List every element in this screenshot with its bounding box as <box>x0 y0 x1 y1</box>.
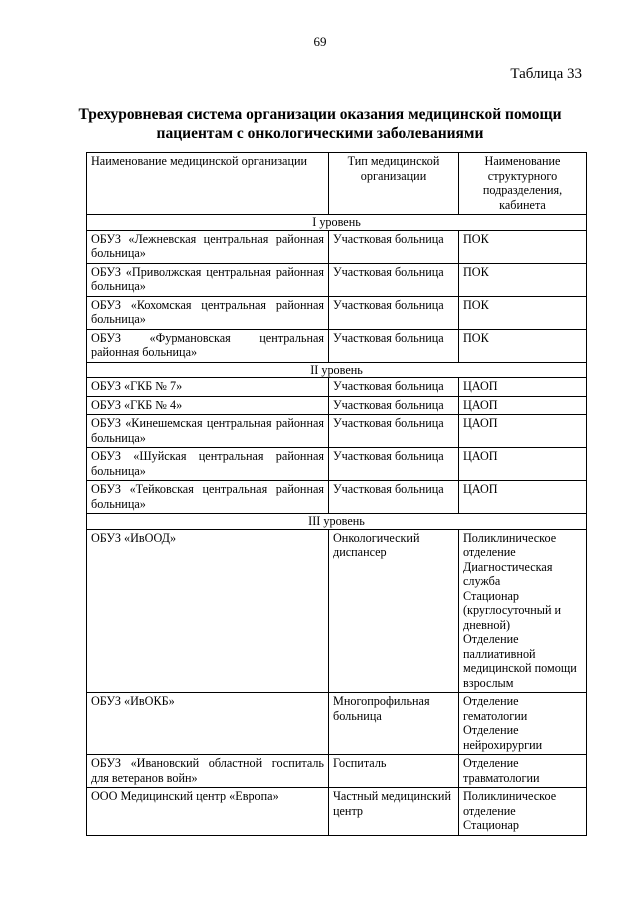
dept-cell <box>459 448 587 481</box>
dept-item: Стационар <box>463 818 520 832</box>
org-type-cell: Участковая больница <box>329 263 459 296</box>
dept-cell <box>459 693 587 755</box>
header-row <box>87 153 587 215</box>
table-row <box>87 448 587 481</box>
dept-item: Поликлиническое отделение <box>463 789 557 818</box>
org-type-cell: Участковая больница <box>329 415 459 448</box>
table-row <box>87 481 587 514</box>
dept-item: Поликлиническое отделение <box>463 530 557 559</box>
oncology-care-table <box>86 152 587 836</box>
dept-item: ЦАОП <box>463 449 498 463</box>
table-row <box>87 693 587 755</box>
dept-item: ЦАОП <box>463 397 498 412</box>
dept-item: Отделение травматологии <box>463 756 540 785</box>
table-label: Таблица 33 <box>510 66 582 82</box>
dept-cell <box>459 378 587 397</box>
org-name-cell: ОБУЗ «Приволжская центральная районная больница» <box>87 263 329 296</box>
dept-item: ЦАОП <box>463 379 498 393</box>
org-type-cell: Госпиталь <box>329 755 459 788</box>
org-name-cell: ОБУЗ «ГКБ № 4» <box>87 396 329 415</box>
org-name-cell: ОБУЗ «ГКБ № 7» <box>87 378 329 397</box>
org-type-cell: Многопрофильная больница <box>329 693 459 755</box>
dept-cell <box>459 529 587 693</box>
table-row <box>87 396 587 415</box>
dept-cell <box>459 396 587 415</box>
dept-item: Диагностическая служба <box>463 559 553 588</box>
dept-cell <box>459 481 587 514</box>
dept-cell <box>459 415 587 448</box>
header-org: Наименование медицинской организации <box>87 153 329 215</box>
table-row <box>87 329 587 362</box>
org-type-cell: Участковая больница <box>329 230 459 263</box>
dept-item: Стационар (круглосуточный и дневной) <box>463 588 562 632</box>
dept-item: ПОК <box>463 231 489 246</box>
table-row <box>87 529 587 693</box>
dept-item: Отделение нейрохирургии <box>463 723 543 752</box>
header-type: Тип медицинской организации <box>329 153 459 215</box>
dept-cell <box>459 263 587 296</box>
dept-item: Отделение паллиативной медицинской помощи взрослым <box>463 632 577 690</box>
page-number: 69 <box>313 34 327 49</box>
org-type-cell: Участковая больница <box>329 378 459 397</box>
table-row <box>87 296 587 329</box>
org-name-cell: ОБУЗ «Лежневская центральная районная больница» <box>87 230 329 263</box>
org-name-cell: ОБУЗ «Кохомская центральная районная больница» <box>87 296 329 329</box>
level-row <box>87 215 587 231</box>
dept-item: ПОК <box>463 297 489 312</box>
dept-item: ЦАОП <box>463 482 498 496</box>
dept-cell <box>459 755 587 788</box>
org-name-cell: ОБУЗ «Кинешемская центральная районная больница» <box>87 415 329 448</box>
table-row <box>87 755 587 788</box>
dept-cell <box>459 230 587 263</box>
org-name-cell: ОБУЗ «Фурмановская центральная районная больница» <box>87 329 329 362</box>
dept-item: ЦАОП <box>463 416 498 430</box>
table-row <box>87 230 587 263</box>
level-row <box>87 514 587 530</box>
org-type-cell: Участковая больница <box>329 296 459 329</box>
org-name-cell: ОБУЗ «Ивановский областной госпиталь для ветеранов войн» <box>87 755 329 788</box>
header-dept: Наименование структурного подразделения, кабинета <box>459 153 587 215</box>
table-title: Трехуровневая система организации оказания медицинской помощи пациентам с онкологическими заболеваниями <box>78 106 562 142</box>
table-row <box>87 788 587 836</box>
org-type-cell: Участковая больница <box>329 481 459 514</box>
org-name-cell: ОБУЗ «ИвООД» <box>87 529 329 693</box>
org-type-cell: Частный медицинский центр <box>329 788 459 836</box>
dept-item: Отделение гематологии <box>463 694 528 723</box>
org-type-cell: Участковая больница <box>329 448 459 481</box>
level-row <box>87 362 587 378</box>
dept-cell <box>459 296 587 329</box>
dept-cell <box>459 788 587 836</box>
level-label: III уровень <box>87 514 587 530</box>
table-row <box>87 263 587 296</box>
table-body <box>87 215 587 836</box>
org-name-cell: ОБУЗ «Шуйская центральная районная больница» <box>87 448 329 481</box>
level-label: I уровень <box>87 215 587 231</box>
org-name-cell: ООО Медицинский центр «Европа» <box>87 788 329 836</box>
level-label: II уровень <box>87 362 587 378</box>
table-row <box>87 378 587 397</box>
table-row <box>87 415 587 448</box>
dept-item: ПОК <box>463 330 489 345</box>
dept-item: ПОК <box>463 264 489 279</box>
org-type-cell: Участковая больница <box>329 396 459 415</box>
dept-cell <box>459 329 587 362</box>
org-name-cell: ОБУЗ «ИвОКБ» <box>87 693 329 755</box>
org-name-cell: ОБУЗ «Тейковская центральная районная больница» <box>87 481 329 514</box>
org-type-cell: Онкологический диспансер <box>329 529 459 693</box>
org-type-cell: Участковая больница <box>329 329 459 362</box>
